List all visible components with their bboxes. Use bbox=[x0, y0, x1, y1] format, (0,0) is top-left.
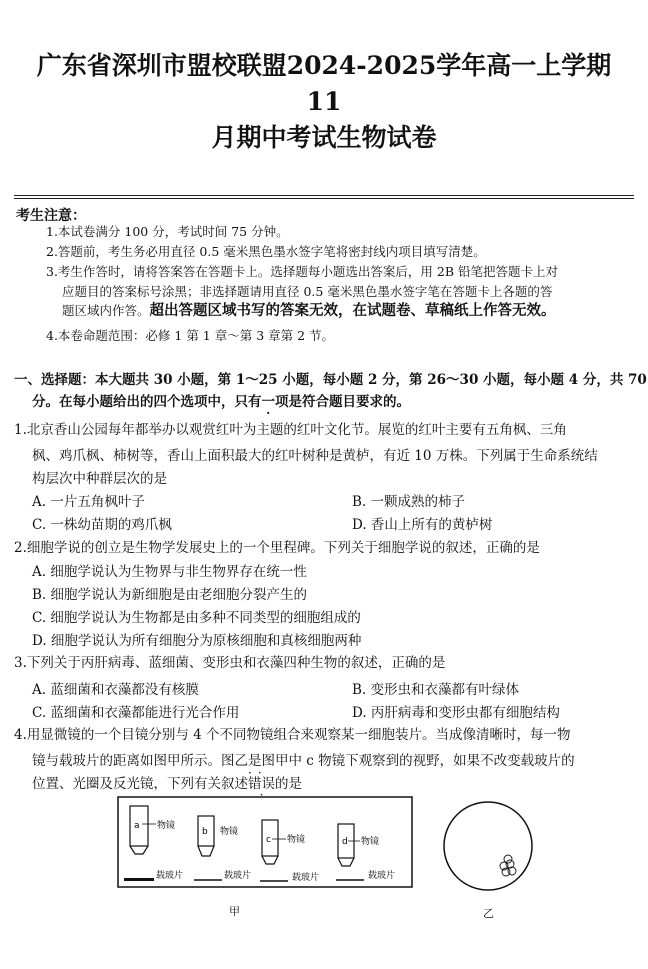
q4-stem-1: 4.用显微镜的一个目镜分别与 4 个不同物镜组合来观察某一细胞装片。当成像清晰时，每一物 bbox=[14, 727, 571, 743]
figure-yi bbox=[440, 800, 540, 900]
notice-item-3: 3.考生作答时，请将答案答在答题卡上。选择题每小题选出答案后，用 2B 铅笔把答题卡上对 bbox=[46, 264, 559, 279]
divider-line bbox=[14, 195, 634, 196]
objective-d bbox=[336, 824, 395, 881]
q4-stem-3 bbox=[32, 766, 302, 792]
slide-text: 载玻片 bbox=[292, 873, 320, 883]
notice-emphasis: 超出答题区域书写的答案无效，在试题卷、草稿纸上作答无效。 bbox=[149, 302, 556, 319]
q1-option-d: D. 香山上所有的黄栌树 bbox=[352, 517, 493, 533]
q4-text: 位置、光圈及反光镜，下列有关叙述 bbox=[32, 776, 248, 792]
lens-text: 物镜 bbox=[361, 837, 380, 847]
q3-option-a: A. 蓝细菌和衣藻都没有核膜 bbox=[32, 682, 199, 698]
objective-a bbox=[124, 806, 183, 881]
caption-yi: 乙 bbox=[483, 907, 494, 920]
q2-option-d: D. 细胞学说认为所有细胞分为原核细胞和真核细胞两种 bbox=[32, 633, 362, 649]
notice-item-2: 2.答题前，考生务必用直径 0.5 毫米黑色墨水签字笔将密封线内项目填写清楚。 bbox=[46, 244, 486, 259]
lens-label-a: a bbox=[134, 821, 140, 831]
q1-option-b: B. 一颗成熟的柿子 bbox=[352, 494, 466, 510]
lens-label-d: d bbox=[342, 837, 348, 847]
notice-item-1: 1.本试卷满分 100 分，考试时间 75 分钟。 bbox=[46, 224, 289, 239]
q1-stem-1: 1.北京香山公园每年都举办以观赏红叶为主题的红叶文化节。展览的红叶主要有五角枫、三角 bbox=[14, 422, 567, 438]
section-instruction bbox=[32, 390, 410, 410]
cell-cluster bbox=[500, 855, 516, 876]
q4-emphasis: 错误 ·· · bbox=[248, 776, 275, 792]
lens-label-b: b bbox=[202, 827, 208, 837]
figure-jia bbox=[116, 794, 416, 894]
objective-b bbox=[194, 816, 251, 881]
q3-option-d: D. 丙肝病毒和变形虫都有细胞结构 bbox=[352, 705, 560, 721]
caption-jia: 甲 bbox=[229, 905, 240, 918]
objective-c bbox=[260, 820, 319, 883]
title-line-1: 广东省深圳市盟校联盟2024-2025学年高一上学期11 bbox=[36, 51, 612, 116]
slide-text: 载玻片 bbox=[156, 871, 184, 881]
slide-text: 载玻片 bbox=[368, 871, 396, 881]
notice-item-3-cont2 bbox=[62, 302, 556, 320]
notice-heading: 考生注意： bbox=[16, 208, 86, 224]
notice-text: 题区域内作答。 bbox=[62, 303, 150, 318]
q2-option-a: A. 细胞学说认为生物界与非生物界存在统一性 bbox=[32, 564, 307, 580]
q2-stem: 2.细胞学说的创立是生物学发展史上的一个里程碑。下列关于细胞学说的叙述，正确的是 bbox=[14, 540, 540, 556]
lens-text: 物镜 bbox=[157, 821, 176, 831]
divider-line bbox=[14, 198, 634, 199]
q1-option-c: C. 一株幼苗期的鸡爪枫 bbox=[32, 517, 172, 533]
notice-item-4: 4.本卷命题范围：必修 1 第 1 章～第 3 章第 2 节。 bbox=[46, 328, 335, 343]
q4-text: 的是 bbox=[275, 776, 302, 792]
q1-stem-2: 枫、鸡爪枫、柿树等，香山上面积最大的红叶树种是黄栌，有近 10 万株。下列属于生命系统结 bbox=[32, 448, 598, 464]
document-title bbox=[20, 48, 628, 156]
section-emphasis: 一 bbox=[261, 394, 275, 410]
q3-stem: 3.下列关于丙肝病毒、蓝细菌、变形虫和衣藻四种生物的叙述，正确的是 bbox=[14, 655, 446, 671]
slide-text: 载玻片 bbox=[224, 871, 252, 881]
q3-option-b: B. 变形虫和衣藻都有叶绿体 bbox=[352, 682, 520, 698]
q3-option-c: C. 蓝细菌和衣藻都能进行光合作用 bbox=[32, 705, 240, 721]
section-text: 分。在每小题给出的四个选项中，只有 bbox=[32, 394, 262, 410]
q2-option-b: B. 细胞学说认为新细胞是由老细胞分裂产生的 bbox=[32, 587, 308, 603]
lens-text: 物镜 bbox=[287, 835, 306, 845]
q4-stem-2: 镜与载玻片的距离如图甲所示。图乙是图甲中 c 物镜下观察到的视野，如果不改变载玻片的 bbox=[32, 753, 575, 769]
lens-label-c: c bbox=[266, 835, 271, 845]
q2-option-c: C. 细胞学说认为生物都是由多种不同类型的细胞组成的 bbox=[32, 610, 361, 626]
lens-text: 物镜 bbox=[220, 827, 239, 837]
q1-stem-3: 构层次中种群层次的是 bbox=[32, 471, 167, 487]
title-line-2: 月期中考试生物试卷 bbox=[211, 123, 437, 152]
section-text: 项是符合题目要求的。 bbox=[275, 394, 410, 410]
section-heading: 一、选择题：本大题共 30 小题，第 1～25 小题，每小题 2 分，第 26～30 小题，每小题 4 分，共 70 bbox=[14, 372, 647, 388]
notice-item-3-cont: 应题目的答案标号涂黑；非选择题请用直径 0.5 毫米黑色墨水签字笔在答题卡上各题的答 bbox=[62, 284, 553, 299]
q1-option-a: A. 一片五角枫叶子 bbox=[32, 494, 145, 510]
